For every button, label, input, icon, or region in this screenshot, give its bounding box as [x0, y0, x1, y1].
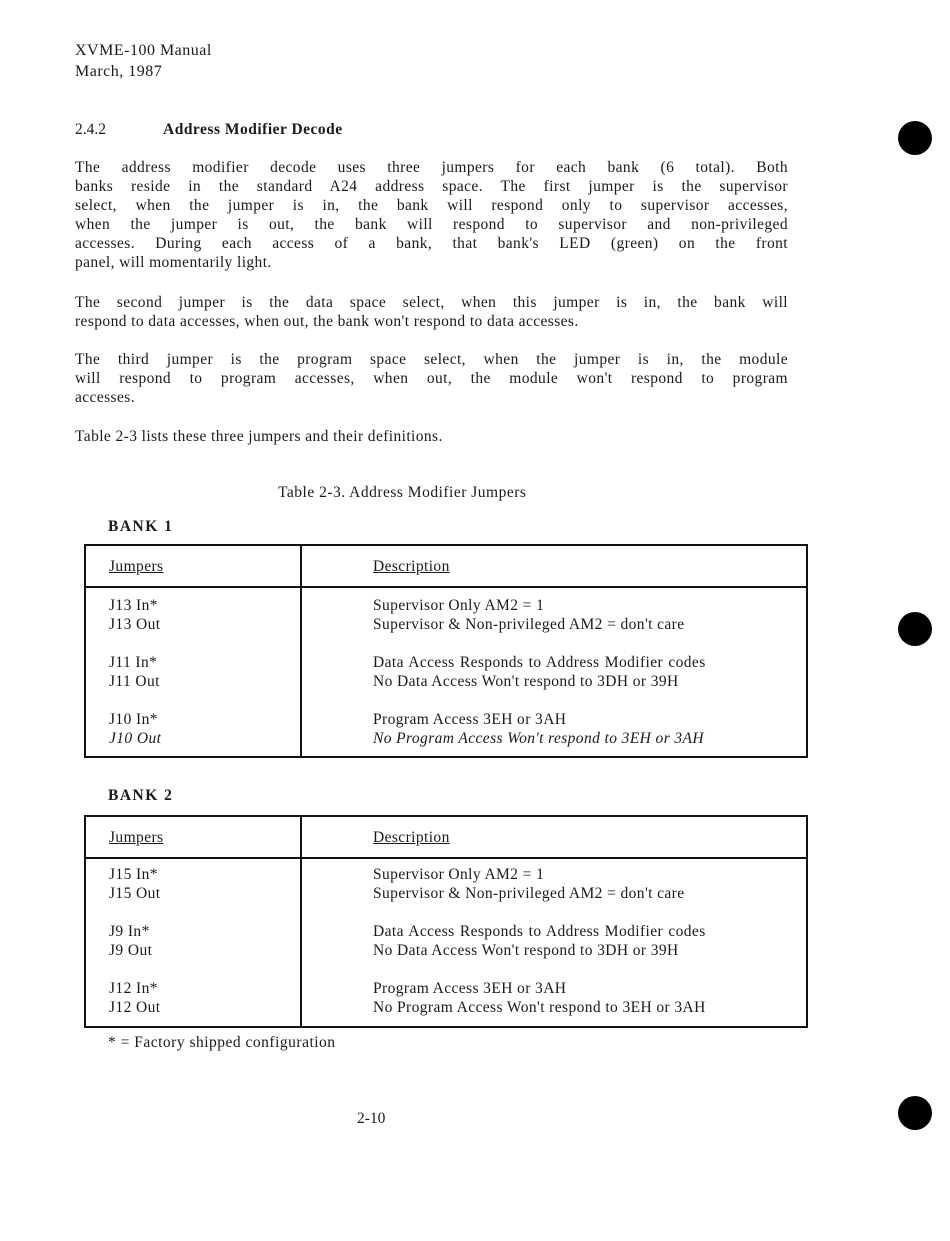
jumper-cell: J13 Out: [109, 616, 161, 633]
description-cell: Data Access Responds to Address Modifier codes: [373, 654, 706, 671]
text-line: accesses. During each access of a bank, that bank's LED (green) on the front: [75, 235, 788, 252]
text-line: banks reside in the standard A24 address space. The first jumper is the supervisor: [75, 178, 788, 195]
description-cell: Program Access 3EH or 3AH: [373, 980, 567, 997]
jumper-cell: J13 In*: [109, 597, 158, 614]
manual-title: XVME-100 Manual: [75, 42, 212, 59]
jumper-cell: J10 Out: [109, 730, 162, 747]
jumper-cell: J10 In*: [109, 711, 158, 728]
text-line: The second jumper is the data space select, when this jumper is in, the bank will: [75, 294, 788, 311]
jumper-cell: J15 In*: [109, 866, 158, 883]
description-cell: Supervisor Only AM2 = 1: [373, 866, 545, 883]
text-line: The third jumper is the program space select, when the jumper is in, the module: [75, 351, 788, 368]
paragraph-1: [75, 158, 788, 272]
footnote: * = Factory shipped configuration: [108, 1034, 336, 1051]
column-header-jumpers: Jumpers: [109, 558, 164, 575]
text-line: The address modifier decode uses three jumpers for each bank (6 total). Both: [75, 159, 788, 176]
text-line: select, when the jumper is in, the bank will respond only to supervisor accesses,: [75, 197, 788, 214]
column-divider: [300, 817, 302, 1026]
column-header-jumpers: Jumpers: [109, 829, 164, 846]
description-cell: Supervisor Only AM2 = 1: [373, 597, 545, 614]
manual-date: March, 1987: [75, 63, 163, 80]
jumper-cell: J11 In*: [109, 654, 158, 671]
header-divider: [86, 857, 806, 859]
bank-1-table: [84, 544, 808, 758]
description-cell: Supervisor & Non-privileged AM2 = don't care: [373, 885, 685, 902]
table-caption: Table 2-3. Address Modifier Jumpers: [278, 484, 527, 501]
bank-1-label: BANK 1: [108, 518, 174, 535]
paragraph-2: [75, 293, 788, 331]
description-cell: No Data Access Won't respond to 3DH or 39H: [373, 942, 679, 959]
paragraph-4: [75, 427, 788, 446]
description-cell: No Data Access Won't respond to 3DH or 39H: [373, 673, 679, 690]
bank-2-label: BANK 2: [108, 787, 174, 804]
binder-hole-icon: [898, 121, 932, 155]
jumper-cell: J12 In*: [109, 980, 158, 997]
section-number: 2.4.2: [75, 121, 106, 138]
column-header-description: Description: [373, 829, 450, 846]
jumper-cell: J15 Out: [109, 885, 161, 902]
jumper-cell: J12 Out: [109, 999, 161, 1016]
paragraph-3: [75, 350, 788, 407]
text-line: when the jumper is out, the bank will respond to supervisor and non-privileged: [75, 216, 788, 233]
text-line: respond to data accesses, when out, the bank won't respond to data accesses.: [75, 313, 579, 330]
text-line: accesses.: [75, 389, 135, 406]
description-cell: No Program Access Won't respond to 3EH or 3AH: [373, 730, 705, 747]
column-divider: [300, 546, 302, 756]
text-line: panel, will momentarily light.: [75, 254, 272, 271]
bank-2-table: [84, 815, 808, 1028]
text-line: Table 2-3 lists these three jumpers and their definitions.: [75, 428, 443, 445]
text-line: will respond to program accesses, when out, the module won't respond to program: [75, 370, 788, 387]
description-cell: Supervisor & Non-privileged AM2 = don't care: [373, 616, 685, 633]
jumper-cell: J9 In*: [109, 923, 150, 940]
description-cell: No Program Access Won't respond to 3EH or 3AH: [373, 999, 706, 1016]
page-number: 2-10: [357, 1110, 386, 1127]
description-cell: Data Access Responds to Address Modifier codes: [373, 923, 706, 940]
binder-hole-icon: [898, 1096, 932, 1130]
description-cell: Program Access 3EH or 3AH: [373, 711, 567, 728]
jumper-cell: J9 Out: [109, 942, 153, 959]
jumper-cell: J11 Out: [109, 673, 160, 690]
binder-hole-icon: [898, 612, 932, 646]
column-header-description: Description: [373, 558, 450, 575]
header-divider: [86, 586, 806, 588]
section-title: Address Modifier Decode: [163, 121, 343, 138]
